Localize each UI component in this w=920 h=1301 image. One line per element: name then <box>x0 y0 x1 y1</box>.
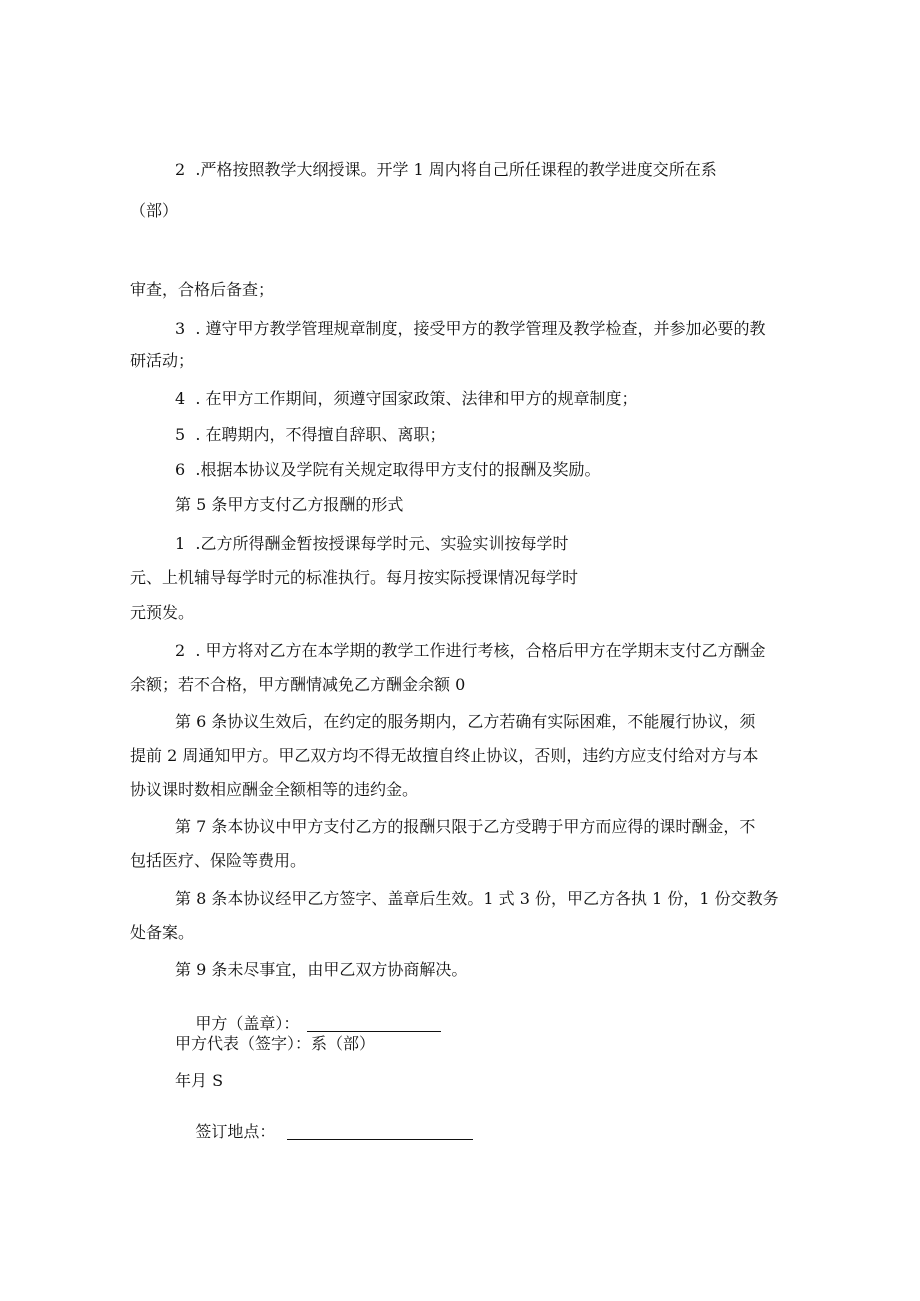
party-a-representative-line: 甲方代表（签字）：系（部） <box>175 1034 376 1053</box>
clause-5-item-1-cont: 元、上机辅导每学时元的标准执行。每月按实际授课情况每学时 <box>130 568 579 587</box>
clause-8: 第 8 条本协议经甲乙方签字、盖章后生效。1 式 3 份，甲乙方各执 1 份，1 份交教务 <box>175 889 779 908</box>
signing-place-label: 签订地点： <box>195 1122 276 1141</box>
party-a-seal-blank <box>307 1017 441 1032</box>
clause-4-item-2-cont-2: 审查，合格后备查； <box>130 280 275 299</box>
clause-4-item-6: 6 .根据本协议及学院有关规定取得甲方支付的报酬及奖励。 <box>175 460 601 479</box>
signing-place-line <box>175 1108 473 1156</box>
clause-4-item-5: 5 . 在聘期内，不得擅自辞职、离职； <box>175 425 446 444</box>
clause-5-item-1-cont-2: 元预发。 <box>130 603 195 622</box>
clause-9: 第 9 条未尽事宜，由甲乙双方协商解决。 <box>175 960 468 979</box>
signing-place-blank <box>287 1125 473 1140</box>
clause-6-cont: 提前 2 周通知甲方。甲乙双方均不得无故擅自终止协议，否则，违约方应支付给对方与本 <box>130 746 759 765</box>
clause-5-item-2: 2 . 甲方将对乙方在本学期的教学工作进行考核，合格后甲方在学期末支付乙方酬金 <box>175 641 766 660</box>
clause-4-item-3-cont: 研活动； <box>130 351 195 370</box>
clause-4-item-2-cont: （部） <box>130 201 179 220</box>
clause-4-item-2: 2 .严格按照教学大纲授课。开学 1 周内将自己所任课程的教学进度交所在系 <box>175 160 717 179</box>
clause-6: 第 6 条协议生效后，在约定的服务期内，乙方若确有实际困难，不能履行协议，须 <box>175 712 756 731</box>
clause-4-item-4: 4 . 在甲方工作期间，须遵守国家政策、法律和甲方的规章制度； <box>175 389 638 408</box>
date-line: 年月 S <box>175 1071 224 1090</box>
clause-5-heading: 第 5 条甲方支付乙方报酬的形式 <box>175 495 404 514</box>
clause-5-item-1: 1 .乙方所得酬金暂按授课每学时元、实验实训按每学时 <box>175 534 569 553</box>
clause-8-cont: 处备案。 <box>130 923 195 942</box>
clause-7: 第 7 条本协议中甲方支付乙方的报酬只限于乙方受聘于甲方而应得的课时酬金，不 <box>175 817 756 836</box>
clause-4-item-3: 3 . 遵守甲方教学管理规章制度，接受甲方的教学管理及教学检查，并参加必要的教 <box>175 319 766 338</box>
clause-5-item-2-cont: 余额；若不合格，甲方酬情减免乙方酬金余额 0 <box>130 675 466 694</box>
clause-6-cont-2: 协议课时数相应酬金全额相等的违约金。 <box>130 780 419 799</box>
party-a-seal-label: 甲方（盖章）： <box>195 1014 300 1033</box>
clause-7-cont: 包括医疗、保险等费用。 <box>130 851 307 870</box>
